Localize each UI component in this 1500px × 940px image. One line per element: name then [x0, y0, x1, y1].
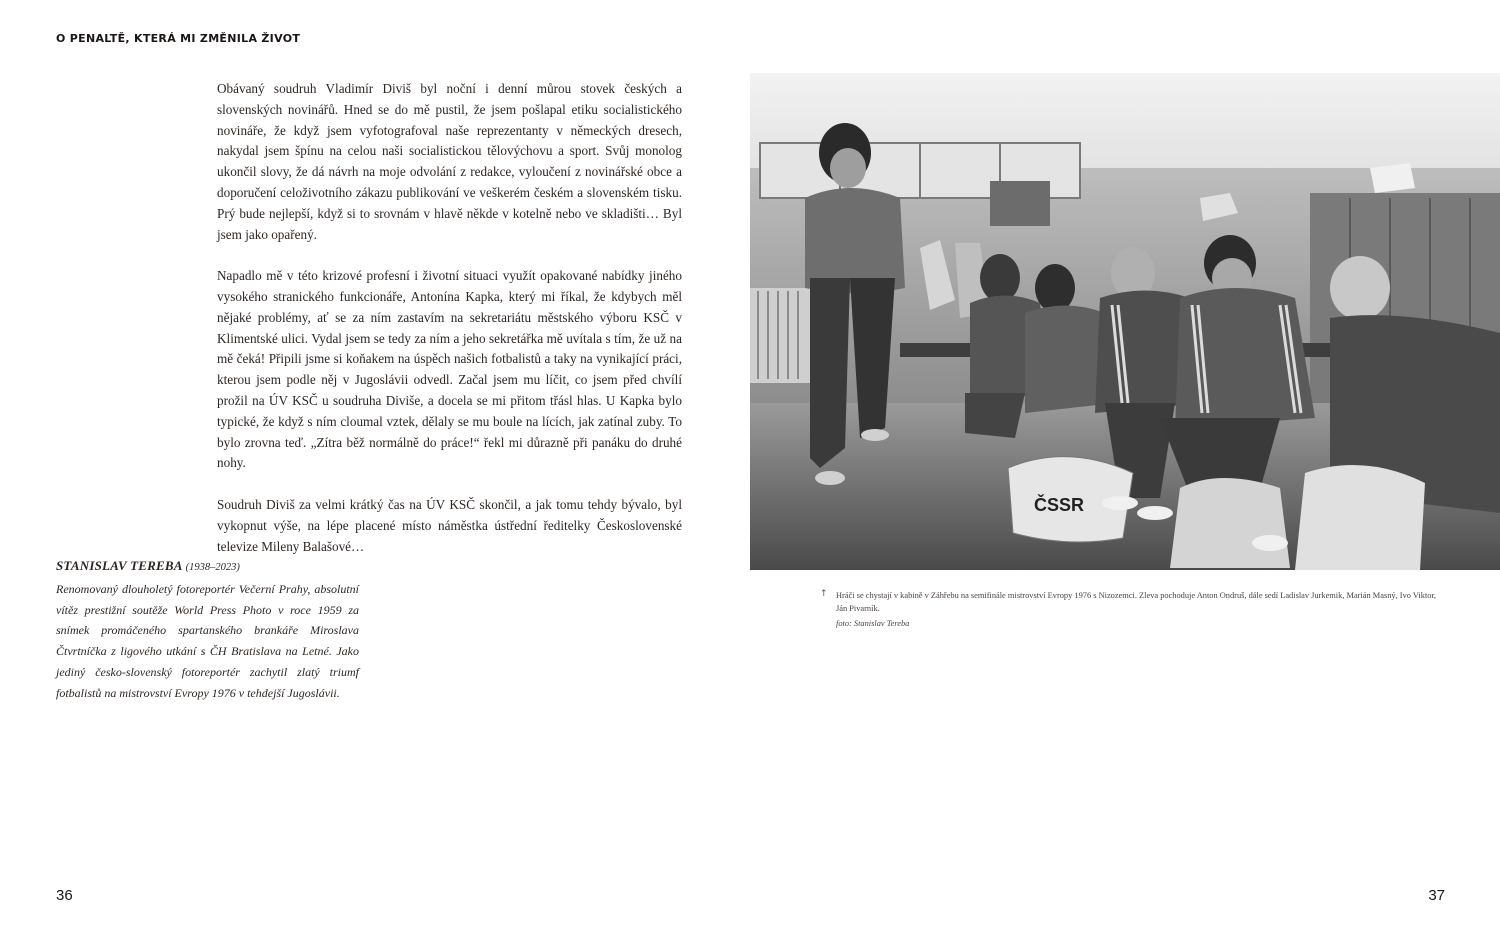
- body-paragraph: Obávaný soudruh Vladimír Diviš byl noční i denní můrou stovek českých a slovenských novinářů. Hned se do mě pustil, že jsem pošlapal etiku socialistického novináře, že když jsem vyfotografoval naše reprezentanty v německých dresech, nakydal jsem špínu na celou naši socialistickou tělovýchovu a sport. Svůj monolog ukončil slovy, že dá návrh na moje odvolání z redakce, vyloučení z novinářské obce a doporučení celoživotního zákazu publikování ve veškerém českém a slovenském tisku. Prý bude nejlepší, když si to srovnám v hlavě někde v kotelně nebo ve skladišti… Byl jsem jako opařený.: [217, 81, 682, 242]
- running-head: O PENALTĚ, KTERÁ MI ZMĚNILA ŽIVOT: [56, 32, 301, 45]
- body-paragraph: Soudruh Diviš za velmi krátký čas na ÚV KSČ skončil, a jak tomu tehdy bývalo, byl vykopnut výše, na lépe placené místo náměstka ústřední ředitelky Československé televize Mileny Balašové…: [217, 496, 682, 554]
- author-bio: [56, 556, 359, 704]
- photo-credit: foto: Stanislav Tereba: [836, 619, 910, 628]
- bio-text: Renomovaný dlouholetý fotoreportér Večerní Prahy, absolutní vítěz prestižní soutěže World Press Photo v roce 1959 za snímek promáčeného spartanského brankáře Miroslava Čtvrtníčka z ligového utkání s ČH Bratislava na Letné. Jako jediný česko-slovenský fotoreportér zachytil zlatý triumf fotbalistů na mistrovství Evropy 1976 v tehdejší Jugoslávii.: [56, 581, 359, 700]
- page-number-left: 36: [56, 887, 73, 904]
- photo-caption: Hráči se chystají v kabině v Záhřebu na semifinále mistrovství Evropy 1976 s Nizozemci. Zleva pochoduje Anton Ondruš, dále sedí Ladislav Jurkemik, Marián Masný, Ivo Viktor, Ján Pivarník.: [836, 591, 1437, 613]
- bio-years: (1938–2023): [185, 562, 240, 573]
- bio-name: STANISLAV TEREBA: [56, 558, 183, 573]
- locker-room-photo: [750, 73, 1500, 570]
- body-paragraph: Napadlo mě v této krizové profesní i životní situaci využít opakované nabídky jiného vysokého stranického funkcionáře, Antonína Kapka, který mi říkal, že kdybych měl nějaké problémy, ať se za ním zastavím na sekretariátu městského výboru KSČ v Klimentské ulici. Vydal jsem se tedy za ním a jeho sekretářka mě uvítala s tím, že už na mě čeká! Připili jsme si koňakem na úspěch našich fotbalistů a taky na vynikající práci, kterou jsem podle něj v Jugoslávii odvedl. Začal jsem mu líčit, co jsem před chvílí prožil na ÚV KSČ u soudruha Diviše, a docela se mi přitom třásl hlas. U Kapka bylo typické, že když s ním cloumal vztek, dělaly se mu boule na lících, jak zatínal zuby. To bylo zrovna teď. „Zítra běž normálně do práce!“ řekl mi důrazně při panáku do druhé nohy.: [217, 268, 682, 471]
- caption-arrow-icon: ↑: [820, 589, 828, 599]
- article-body: [217, 79, 682, 578]
- bag-label: ČSSR: [1034, 495, 1085, 515]
- page-number-right: 37: [1428, 887, 1445, 904]
